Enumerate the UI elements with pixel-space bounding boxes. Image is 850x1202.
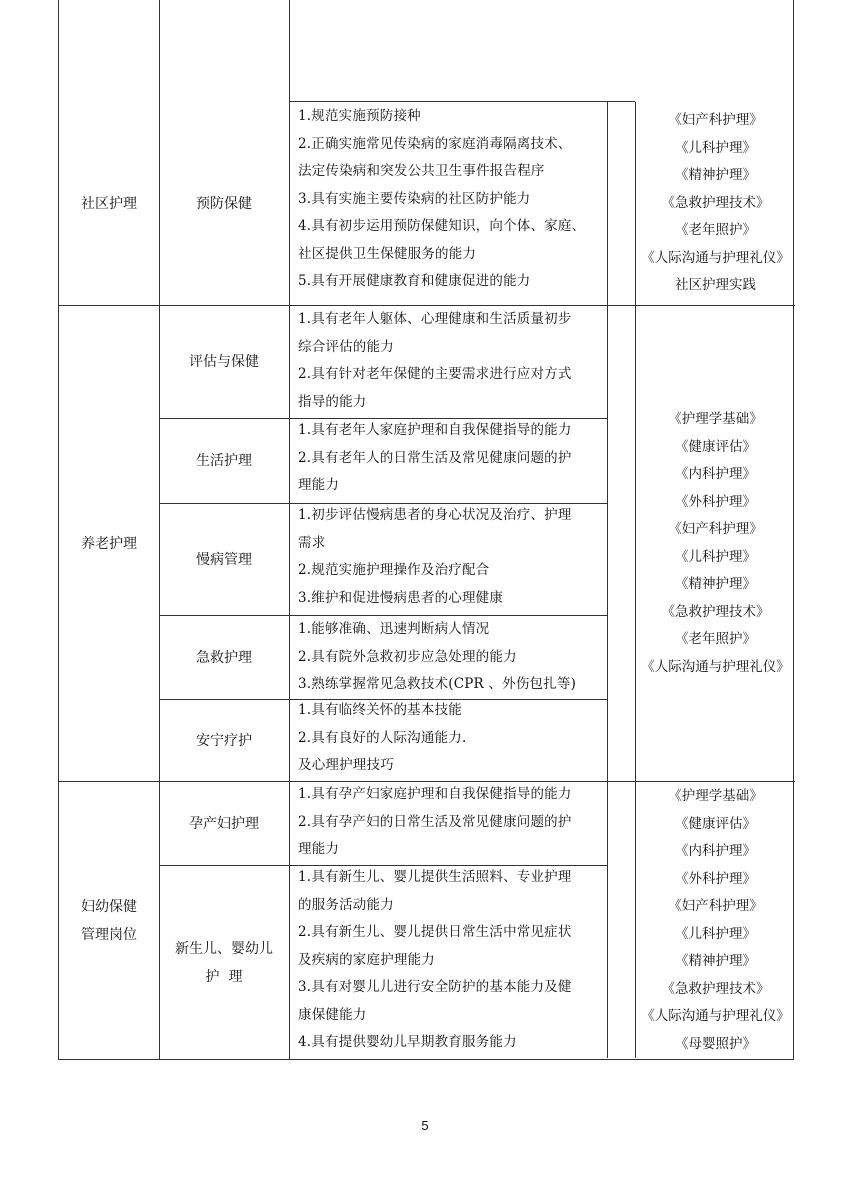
requirement-line: 及心理护理技巧 [298,757,394,773]
requirement-line: 2.规范实施护理操作及治疗配合 [298,562,490,578]
requirement-line: 5.具有开展健康教育和健康促进的能力 [298,273,531,289]
course-item: 《急救护理技术》 [661,980,770,997]
requirement-line: 1.具有临终关怀的基本技能 [298,702,462,718]
requirement-line: 1.初步评估慢病患者的身心状况及治疗、护理 [298,507,572,523]
module-preventive-care [159,102,289,305]
requirement-line: 理能力 [298,477,340,493]
module-label: 评估与保健 [189,354,259,370]
module-label: 生活护理 [196,453,252,469]
category-label: 养老护理 [81,535,137,552]
requirement-line: 需求 [298,534,326,551]
course-item: 《急救护理技术》 [661,603,770,620]
requirements-preventive-care [290,103,607,305]
requirement-line: 2.具有新生儿、婴儿提供日常生活中常见症状 [298,924,572,940]
requirement-line: 2.具有老年人的日常生活及常见健康问题的护 [298,449,572,466]
module-emergency-care [159,616,289,699]
requirement-line: 社区提供卫生保健服务的能力 [298,245,477,262]
course-item: 《急救护理技术》 [661,194,770,211]
course-item: 《护理学基础》 [668,788,763,804]
requirement-line: 1.具有孕产妇家庭护理和自我保健指导的能力 [298,786,572,802]
category-label-line: 管理岗位 [81,926,137,943]
module-label-line: 护 理 [205,968,243,985]
page-number: 5 [421,1118,429,1133]
requirement-line: 1.具有老年人躯体、心理健康和生活质量初步 [298,311,572,327]
module-chronic-disease-management [159,504,289,615]
requirement-line: 1.能够准确、迅速判断病人情况 [298,621,490,637]
requirements-hospice-care [290,697,607,781]
category-maternal-child-health [59,782,159,1059]
requirement-line: 3.具有实施主要传染病的社区防护能力 [298,190,531,207]
requirement-line: 3.具有对婴儿儿进行安全防护的基本能力及健 [298,979,572,995]
module-label: 孕产妇护理 [189,815,259,832]
course-item: 《内科护理》 [675,843,756,859]
requirement-line: 综合评估的能力 [298,338,394,355]
courses-community-nursing [636,102,795,305]
requirement-line: 指导的能力 [298,393,367,410]
course-item: 《母婴照护》 [675,1035,756,1052]
course-item: 《精神护理》 [675,953,756,969]
course-item: 《外科护理》 [675,870,756,887]
requirement-line: 的服务活动能力 [298,896,394,913]
requirement-line: 2.具有良好的人际沟通能力. [298,729,467,746]
courses-maternal-child-health [636,782,795,1059]
course-item: 《外科护理》 [675,493,756,510]
module-label: 急救护理 [196,649,252,666]
competency-table [58,0,794,1060]
module-daily-living-care [159,419,289,503]
course-item: 《儿科护理》 [675,548,756,565]
requirement-line: 及疾病的家庭护理能力 [298,951,435,968]
requirement-line: 4.具有初步运用预防保健知识，向个体、家庭、 [298,218,586,234]
course-item: 《儿科护理》 [675,139,756,156]
course-item: 《妇产科护理》 [668,112,763,129]
course-item: 《妇产科护理》 [668,521,763,537]
requirements-maternal-care [290,781,607,865]
courses-elderly-care [636,306,795,781]
requirements-assessment-care [290,306,607,418]
requirement-line: 1.具有新生儿、婴儿提供生活照料、专业护理 [298,869,572,885]
requirement-line: 3.维护和促进慢病患者的心理健康 [298,589,504,606]
module-newborn-infant-care [159,866,289,1059]
course-item: 《人际沟通与护理礼仪》 [641,658,790,675]
requirement-line: 2.具有孕产妇的日常生活及常见健康问题的护 [298,813,572,830]
module-label: 安宁疗护 [196,732,252,749]
requirement-line: 2.具有院外急救初步应急处理的能力 [298,648,517,665]
requirement-line: 3.熟练掌握常见急救技术(CPR 、外伤包扎等) [298,676,577,692]
category-community-nursing [59,102,159,305]
requirement-line: 康保健能力 [298,1006,367,1023]
course-item: 《健康评估》 [675,438,756,455]
module-label: 预防保健 [196,195,252,212]
requirement-line: 1.具有老年人家庭护理和自我保健指导的能力 [298,422,572,438]
category-label: 社区护理 [81,195,137,212]
course-item: 《儿科护理》 [675,925,756,942]
course-item: 《人际沟通与护理礼仪》 [641,249,790,266]
course-item: 《妇产科护理》 [668,898,763,914]
course-item: 《护理学基础》 [668,411,763,427]
requirement-line: 2.正确实施常见传染病的家庭消毒隔离技术、 [298,135,572,152]
module-label-line: 新生儿、婴幼儿 [175,940,273,957]
module-assessment-care [159,306,289,418]
requirements-chronic-disease-management [290,502,607,615]
course-item: 《精神护理》 [675,576,756,592]
category-label-line: 妇幼保健 [81,898,137,915]
requirement-line: 理能力 [298,841,340,857]
requirements-emergency-care [290,616,607,699]
module-label: 慢病管理 [196,551,252,568]
course-item: 《老年照护》 [675,222,756,239]
requirement-line: 4.具有提供婴幼儿早期教育服务能力 [298,1034,517,1050]
course-item: 《老年照护》 [675,631,756,647]
requirements-daily-living-care [290,417,607,503]
course-item: 《人际沟通与护理礼仪》 [641,1008,790,1024]
module-maternal-care [159,782,289,865]
category-elderly-care [59,306,159,781]
requirement-line: 法定传染病和突发公共卫生事件报告程序 [298,163,545,179]
course-item: 《健康评估》 [675,815,756,832]
requirement-line: 1.规范实施预防接种 [298,108,421,124]
course-item: 社区护理实践 [675,277,756,294]
module-hospice-care [159,700,289,781]
course-item: 《精神护理》 [675,167,756,184]
course-item: 《内科护理》 [675,466,756,482]
requirements-newborn-infant-care [290,864,607,1059]
requirement-line: 2.具有针对老年保健的主要需求进行应对方式 [298,366,572,382]
